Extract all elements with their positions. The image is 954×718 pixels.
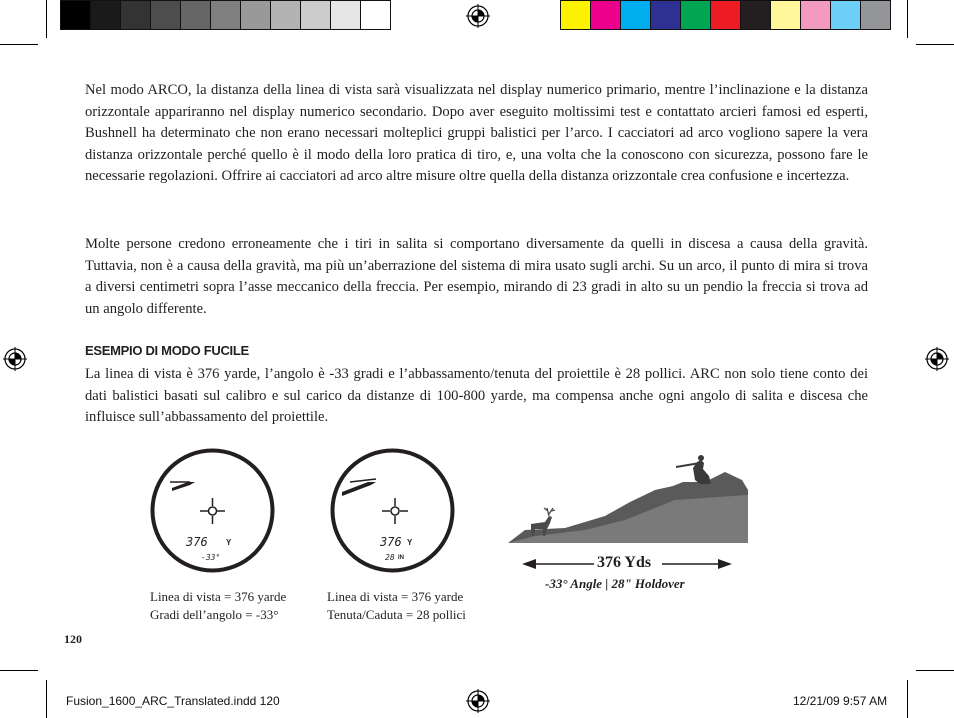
gray-swatch [330, 0, 361, 30]
footer-timestamp: 12/21/09 9:57 AM [793, 694, 888, 708]
gray-swatch [60, 0, 91, 30]
scope2-caption-2: Tenuta/Caduta = 28 pollici [327, 607, 466, 622]
hunter-elk-illustration [505, 450, 750, 550]
color-swatch [770, 0, 801, 30]
registration-mark-icon [466, 4, 490, 28]
scope1-secondary-readout: -33° [201, 553, 221, 562]
crop-mark [46, 680, 47, 718]
scope1-primary-readout: 376 [186, 535, 208, 549]
gray-swatch [150, 0, 181, 30]
crop-mark [46, 0, 47, 38]
color-swatch [590, 0, 621, 30]
gray-swatch [120, 0, 151, 30]
gray-swatch [360, 0, 391, 30]
crop-mark [907, 0, 908, 38]
grayscale-color-bar [60, 0, 390, 32]
gray-swatch [210, 0, 241, 30]
scope1-caption-2: Gradi dell’angolo = -33° [150, 607, 279, 622]
scope2-unit: Y [407, 538, 413, 547]
color-swatch [740, 0, 771, 30]
paragraph-gravity: Molte persone credono erroneamente che i tiri in salita si comportano diversamente da quelli in discesa a causa della gravità. Tuttavia, non è a causa della gravità, ma più un’aberrazione del sistema di mira usato sugli archi. Su un arco, il punto di mira si trova a diversi centimetri sopra l’asse meccanico della freccia. Per esempio, mirando di 23 gradi in alto su un pendio la freccia si trova ad un angolo differente. [85, 236, 868, 317]
color-swatch [620, 0, 651, 30]
scope2-secondary-readout: 28 [385, 553, 395, 562]
paragraph-arc-mode: Nel modo ARCO, la distanza della linea di vista sarà visualizzata nel display numerico primario, mentre l’inclinazione e la distanza orizzontale appariranno nel display numerico secondario. Dopo aver eseguito moltissimi test e contattato arcieri famosi ed esperti, Bushnell ha determinato che non erano necessari molteplici gruppi balistici per l’arco. I cacciatori ad arco vogliono sapere la vera distanza orizzontale perché quello è il modo della loro pratica di tiro, e, una volta che la conoscono con sicurezza, possono fare le necessarie regolazioni. Offrire ai cacciatori ad arco altre misure oltre quella della distanza orizzontale crea confusione e incertezza. [85, 82, 868, 185]
process-color-bar [560, 0, 890, 32]
scope2-secondary-unit: IN [398, 555, 404, 561]
scope1-caption-1: Linea di vista = 376 yarde [150, 589, 287, 604]
gray-swatch [240, 0, 271, 30]
color-swatch [830, 0, 861, 30]
crop-mark [916, 670, 954, 671]
footer-filename: Fusion_1600_ARC_Translated.indd 120 [66, 694, 280, 708]
gray-swatch [180, 0, 211, 30]
crop-mark [907, 680, 908, 718]
distance-label: 376 Yds [597, 554, 652, 571]
crop-mark [916, 44, 954, 45]
gray-swatch [90, 0, 121, 30]
registration-mark-icon [3, 347, 27, 371]
color-swatch [860, 0, 891, 30]
gray-swatch [270, 0, 301, 30]
color-swatch [800, 0, 831, 30]
color-swatch [680, 0, 711, 30]
color-swatch [560, 0, 591, 30]
gray-swatch [300, 0, 331, 30]
page-number: 120 [64, 632, 82, 646]
color-swatch [650, 0, 681, 30]
section-body: La linea di vista è 376 yarde, l’angolo è -33 gradi e l’abbassamento/tenuta del proiettile è 28 pollici. ARC non solo tiene conto dei dati balistici basati sul calibro e sul carico da distanze di 100-800 yarde, ma compensa anche ogni angolo di salita e discesa che influisce sull’abbassamento del proiettile. [85, 366, 868, 426]
scope2-primary-readout: 376 [380, 535, 402, 549]
crop-mark [0, 44, 38, 45]
registration-mark-icon [925, 347, 949, 371]
scope1-unit: Y [226, 538, 232, 547]
angle-holdover-label: -33° Angle | 28" Holdover [545, 576, 685, 591]
section-heading: ESEMPIO DI MODO FUCILE [85, 343, 249, 358]
color-swatch [710, 0, 741, 30]
registration-mark-icon [466, 689, 490, 713]
scope2-caption-1: Linea di vista = 376 yarde [327, 589, 464, 604]
crop-mark [0, 670, 38, 671]
